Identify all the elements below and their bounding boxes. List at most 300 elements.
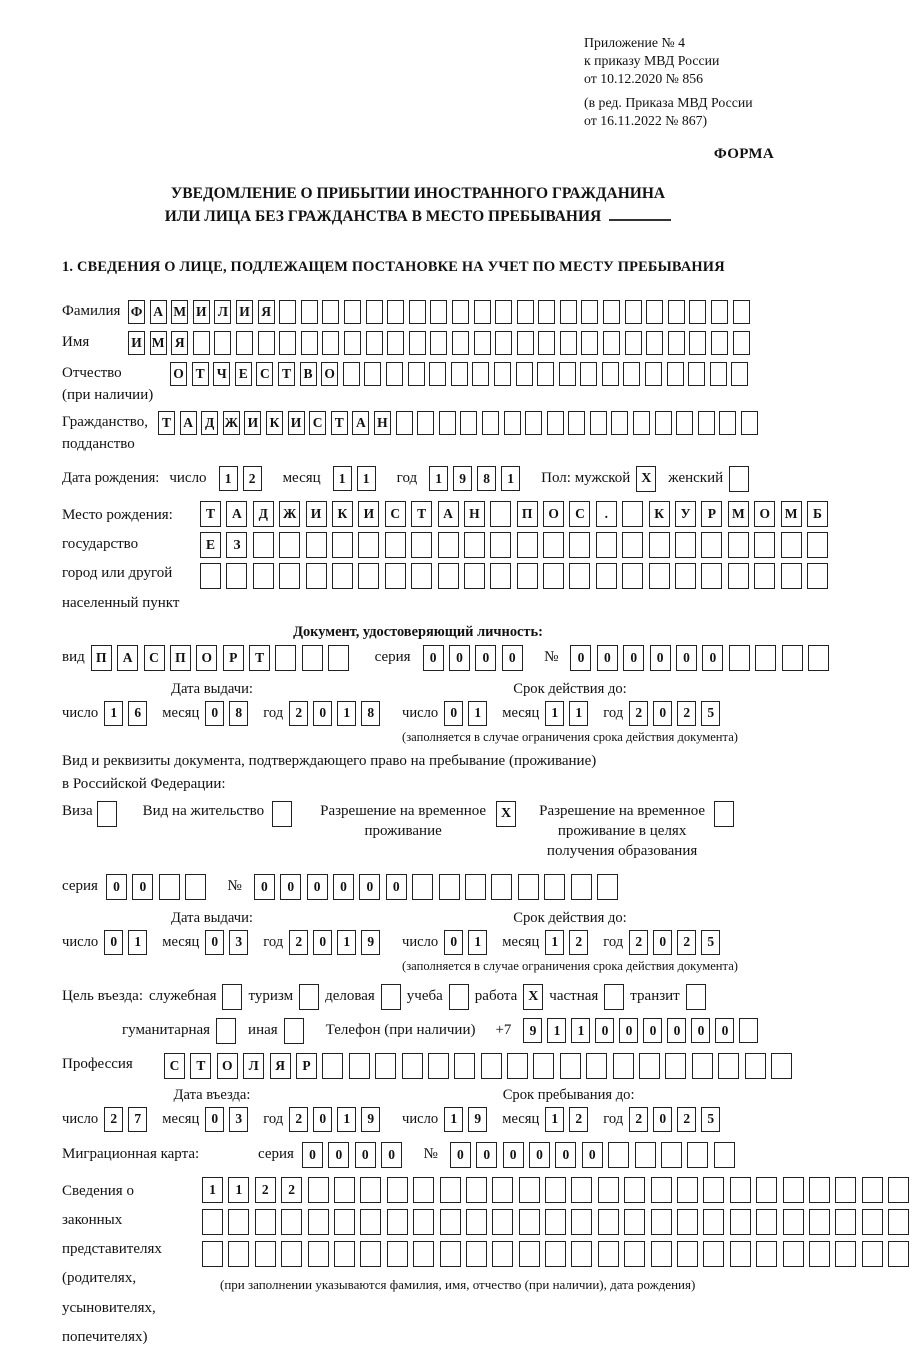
char-cell[interactable] (519, 1177, 540, 1203)
char-cell[interactable] (571, 874, 592, 900)
char-cell[interactable] (308, 1241, 329, 1267)
char-cell[interactable]: Ч (213, 362, 230, 386)
char-cell[interactable] (159, 874, 180, 900)
char-cell[interactable]: С (569, 501, 590, 527)
char-cell[interactable] (495, 300, 512, 324)
char-cell[interactable]: 2 (289, 930, 308, 955)
char-cell[interactable] (613, 1053, 634, 1079)
char-cell[interactable] (689, 331, 706, 355)
purpose-study-checkbox[interactable] (449, 984, 469, 1010)
char-cell[interactable]: З (226, 532, 247, 558)
char-cell[interactable]: Е (235, 362, 252, 386)
char-cell[interactable] (598, 1177, 619, 1203)
purpose-transit-checkbox[interactable] (686, 984, 706, 1010)
char-cell[interactable] (366, 331, 383, 355)
residence-number-cells[interactable] (254, 874, 623, 900)
char-cell[interactable]: Р (701, 501, 722, 527)
residence-permit-checkbox[interactable] (272, 801, 292, 827)
char-cell[interactable] (332, 532, 353, 558)
char-cell[interactable]: Ф (128, 300, 145, 324)
char-cell[interactable] (808, 645, 829, 671)
char-cell[interactable] (625, 331, 642, 355)
char-cell[interactable] (364, 362, 381, 386)
char-cell[interactable]: Я (258, 300, 275, 324)
char-cell[interactable] (728, 532, 749, 558)
char-cell[interactable] (516, 362, 533, 386)
char-cell[interactable]: 1 (545, 701, 564, 726)
char-cell[interactable]: 9 (523, 1018, 542, 1043)
char-cell[interactable]: 2 (677, 930, 696, 955)
char-cell[interactable]: Я (171, 331, 188, 355)
char-cell[interactable]: 1 (545, 930, 564, 955)
char-cell[interactable] (200, 563, 221, 589)
doc-series-cells[interactable] (423, 645, 529, 671)
char-cell[interactable]: 0 (313, 930, 332, 955)
char-cell[interactable] (646, 331, 663, 355)
char-cell[interactable] (668, 300, 685, 324)
char-cell[interactable] (730, 1209, 751, 1235)
char-cell[interactable] (602, 362, 619, 386)
char-cell[interactable] (279, 532, 300, 558)
char-cell[interactable] (719, 411, 736, 435)
char-cell[interactable]: 1 (337, 701, 356, 726)
char-cell[interactable]: А (150, 300, 167, 324)
char-cell[interactable] (439, 874, 460, 900)
char-cell[interactable]: С (385, 501, 406, 527)
char-cell[interactable] (730, 1177, 751, 1203)
char-cell[interactable] (519, 1209, 540, 1235)
profession-cells[interactable] (164, 1053, 797, 1079)
purpose-tourism-checkbox[interactable] (299, 984, 319, 1010)
char-cell[interactable]: 0 (702, 645, 723, 671)
char-cell[interactable]: А (226, 501, 247, 527)
char-cell[interactable] (560, 1053, 581, 1079)
char-cell[interactable] (781, 563, 802, 589)
char-cell[interactable]: Т (158, 411, 175, 435)
char-cell[interactable] (687, 1142, 708, 1168)
char-cell[interactable]: Ж (279, 501, 300, 527)
char-cell[interactable] (492, 1241, 513, 1267)
char-cell[interactable] (655, 411, 672, 435)
char-cell[interactable] (661, 1142, 682, 1168)
char-cell[interactable] (668, 331, 685, 355)
char-cell[interactable] (438, 563, 459, 589)
char-cell[interactable] (598, 1241, 619, 1267)
char-cell[interactable]: 0 (254, 874, 275, 900)
char-cell[interactable]: 0 (475, 645, 496, 671)
char-cell[interactable] (544, 874, 565, 900)
char-cell[interactable] (409, 331, 426, 355)
char-cell[interactable]: Б (807, 501, 828, 527)
char-cell[interactable]: 0 (595, 1018, 614, 1043)
char-cell[interactable]: 2 (569, 930, 588, 955)
char-cell[interactable] (504, 411, 521, 435)
char-cell[interactable] (408, 362, 425, 386)
char-cell[interactable] (611, 411, 628, 435)
char-cell[interactable] (387, 1209, 408, 1235)
char-cell[interactable]: 0 (444, 930, 463, 955)
char-cell[interactable]: Я (270, 1053, 291, 1079)
char-cell[interactable]: 0 (355, 1142, 376, 1168)
char-cell[interactable] (413, 1241, 434, 1267)
char-cell[interactable] (783, 1209, 804, 1235)
char-cell[interactable] (322, 300, 339, 324)
char-cell[interactable] (571, 1177, 592, 1203)
temp-residence-checkbox[interactable]: X (496, 801, 516, 827)
char-cell[interactable] (344, 300, 361, 324)
char-cell[interactable]: О (217, 1053, 238, 1079)
char-cell[interactable]: К (649, 501, 670, 527)
char-cell[interactable] (533, 1053, 554, 1079)
char-cell[interactable] (360, 1209, 381, 1235)
char-cell[interactable]: А (180, 411, 197, 435)
char-cell[interactable] (756, 1241, 777, 1267)
char-cell[interactable] (387, 1177, 408, 1203)
char-cell[interactable]: 0 (715, 1018, 734, 1043)
char-cell[interactable]: П (517, 501, 538, 527)
char-cell[interactable] (385, 532, 406, 558)
char-cell[interactable] (202, 1241, 223, 1267)
char-cell[interactable]: О (321, 362, 338, 386)
char-cell[interactable]: И (306, 501, 327, 527)
char-cell[interactable] (835, 1209, 856, 1235)
char-cell[interactable] (308, 1209, 329, 1235)
char-cell[interactable]: 1 (545, 1107, 564, 1132)
char-cell[interactable]: 2 (629, 930, 648, 955)
char-cell[interactable] (472, 362, 489, 386)
char-cell[interactable]: 0 (449, 645, 470, 671)
char-cell[interactable] (495, 331, 512, 355)
char-cell[interactable]: 0 (359, 874, 380, 900)
char-cell[interactable]: 0 (476, 1142, 497, 1168)
char-cell[interactable]: 0 (386, 874, 407, 900)
char-cell[interactable] (438, 532, 459, 558)
char-cell[interactable] (465, 874, 486, 900)
char-cell[interactable] (507, 1053, 528, 1079)
residence-issue-month[interactable] (205, 930, 253, 955)
char-cell[interactable] (598, 1209, 619, 1235)
char-cell[interactable]: М (150, 331, 167, 355)
doc-number-cells[interactable] (570, 645, 834, 671)
char-cell[interactable]: 3 (229, 930, 248, 955)
entry-year[interactable] (289, 1107, 385, 1132)
char-cell[interactable] (440, 1209, 461, 1235)
char-cell[interactable] (429, 362, 446, 386)
migration-series-cells[interactable] (302, 1142, 408, 1168)
char-cell[interactable]: 2 (104, 1107, 123, 1132)
char-cell[interactable]: Р (296, 1053, 317, 1079)
char-cell[interactable]: 0 (444, 701, 463, 726)
char-cell[interactable] (474, 300, 491, 324)
char-cell[interactable] (862, 1177, 883, 1203)
char-cell[interactable]: . (596, 501, 617, 527)
char-cell[interactable]: С (164, 1053, 185, 1079)
char-cell[interactable] (279, 331, 296, 355)
char-cell[interactable] (460, 411, 477, 435)
char-cell[interactable] (452, 331, 469, 355)
char-cell[interactable] (491, 874, 512, 900)
char-cell[interactable] (754, 563, 775, 589)
char-cell[interactable] (193, 331, 210, 355)
char-cell[interactable] (807, 532, 828, 558)
char-cell[interactable]: 0 (302, 1142, 323, 1168)
char-cell[interactable] (492, 1209, 513, 1235)
char-cell[interactable]: 0 (503, 1142, 524, 1168)
char-cell[interactable] (676, 411, 693, 435)
char-cell[interactable]: Т (190, 1053, 211, 1079)
char-cell[interactable]: 8 (477, 466, 496, 491)
char-cell[interactable]: 9 (468, 1107, 487, 1132)
char-cell[interactable] (279, 300, 296, 324)
char-cell[interactable]: 1 (104, 701, 123, 726)
char-cell[interactable]: 8 (229, 701, 248, 726)
char-cell[interactable] (543, 563, 564, 589)
char-cell[interactable] (731, 362, 748, 386)
char-cell[interactable] (718, 1053, 739, 1079)
char-cell[interactable]: 1 (547, 1018, 566, 1043)
char-cell[interactable] (581, 331, 598, 355)
char-cell[interactable] (771, 1053, 792, 1079)
char-cell[interactable] (538, 300, 555, 324)
char-cell[interactable] (322, 1053, 343, 1079)
char-cell[interactable]: 0 (676, 645, 697, 671)
char-cell[interactable] (226, 563, 247, 589)
char-cell[interactable] (710, 362, 727, 386)
char-cell[interactable] (622, 501, 643, 527)
char-cell[interactable] (560, 331, 577, 355)
doc-valid-month[interactable] (545, 701, 593, 726)
char-cell[interactable] (466, 1177, 487, 1203)
char-cell[interactable]: И (288, 411, 305, 435)
char-cell[interactable] (413, 1209, 434, 1235)
char-cell[interactable] (306, 563, 327, 589)
entry-month[interactable] (205, 1107, 253, 1132)
char-cell[interactable] (625, 300, 642, 324)
char-cell[interactable]: Н (464, 501, 485, 527)
char-cell[interactable]: И (193, 300, 210, 324)
char-cell[interactable] (809, 1241, 830, 1267)
doc-valid-day[interactable] (444, 701, 492, 726)
citizenship-cells[interactable] (158, 411, 763, 435)
char-cell[interactable] (622, 532, 643, 558)
char-cell[interactable] (358, 563, 379, 589)
char-cell[interactable] (622, 563, 643, 589)
residence-valid-year[interactable] (629, 930, 725, 955)
char-cell[interactable] (360, 1177, 381, 1203)
char-cell[interactable] (214, 331, 231, 355)
birth-place-row3[interactable] (200, 563, 833, 589)
char-cell[interactable] (651, 1241, 672, 1267)
char-cell[interactable]: К (266, 411, 283, 435)
char-cell[interactable] (728, 563, 749, 589)
char-cell[interactable] (862, 1241, 883, 1267)
char-cell[interactable] (559, 362, 576, 386)
char-cell[interactable]: Т (249, 645, 270, 671)
char-cell[interactable]: П (91, 645, 112, 671)
residence-valid-month[interactable] (545, 930, 593, 955)
representatives-row3[interactable] (202, 1241, 915, 1267)
char-cell[interactable]: 0 (106, 874, 127, 900)
char-cell[interactable] (645, 362, 662, 386)
char-cell[interactable]: 2 (243, 466, 262, 491)
char-cell[interactable]: Л (214, 300, 231, 324)
char-cell[interactable]: 0 (328, 1142, 349, 1168)
char-cell[interactable] (253, 563, 274, 589)
char-cell[interactable] (703, 1241, 724, 1267)
char-cell[interactable] (783, 1177, 804, 1203)
char-cell[interactable]: 0 (555, 1142, 576, 1168)
char-cell[interactable] (279, 563, 300, 589)
char-cell[interactable]: Д (201, 411, 218, 435)
char-cell[interactable] (624, 1177, 645, 1203)
char-cell[interactable]: А (438, 501, 459, 527)
stay-month[interactable] (545, 1107, 593, 1132)
purpose-other-checkbox[interactable] (284, 1018, 304, 1044)
birth-day-cells[interactable] (219, 466, 267, 491)
char-cell[interactable]: А (117, 645, 138, 671)
char-cell[interactable] (888, 1177, 909, 1203)
char-cell[interactable] (711, 300, 728, 324)
char-cell[interactable] (623, 362, 640, 386)
sex-female-checkbox[interactable] (729, 466, 749, 492)
char-cell[interactable] (409, 300, 426, 324)
char-cell[interactable] (677, 1241, 698, 1267)
char-cell[interactable]: 5 (701, 701, 720, 726)
char-cell[interactable] (633, 411, 650, 435)
char-cell[interactable] (411, 563, 432, 589)
char-cell[interactable] (440, 1177, 461, 1203)
patronymic-cells[interactable] (170, 362, 753, 386)
char-cell[interactable]: Н (374, 411, 391, 435)
char-cell[interactable] (651, 1209, 672, 1235)
doc-issue-month[interactable] (205, 701, 253, 726)
char-cell[interactable]: 3 (229, 1107, 248, 1132)
birth-place-row2[interactable] (200, 532, 833, 558)
char-cell[interactable] (308, 1177, 329, 1203)
char-cell[interactable] (586, 1053, 607, 1079)
char-cell[interactable] (543, 532, 564, 558)
char-cell[interactable]: Р (223, 645, 244, 671)
char-cell[interactable]: 2 (289, 701, 308, 726)
char-cell[interactable]: 0 (313, 1107, 332, 1132)
char-cell[interactable]: 1 (569, 701, 588, 726)
char-cell[interactable] (255, 1241, 276, 1267)
char-cell[interactable] (482, 411, 499, 435)
char-cell[interactable]: М (781, 501, 802, 527)
char-cell[interactable]: П (170, 645, 191, 671)
stay-year[interactable] (629, 1107, 725, 1132)
char-cell[interactable] (375, 1053, 396, 1079)
char-cell[interactable]: М (171, 300, 188, 324)
birth-year-cells[interactable] (429, 466, 525, 491)
residence-series-cells[interactable] (106, 874, 212, 900)
char-cell[interactable] (581, 300, 598, 324)
char-cell[interactable] (809, 1177, 830, 1203)
char-cell[interactable]: 0 (280, 874, 301, 900)
char-cell[interactable] (651, 1177, 672, 1203)
char-cell[interactable] (624, 1209, 645, 1235)
surname-cells[interactable] (128, 300, 754, 324)
char-cell[interactable] (571, 1241, 592, 1267)
char-cell[interactable]: 1 (333, 466, 352, 491)
char-cell[interactable] (689, 300, 706, 324)
char-cell[interactable] (281, 1209, 302, 1235)
char-cell[interactable]: 2 (569, 1107, 588, 1132)
char-cell[interactable] (517, 532, 538, 558)
char-cell[interactable] (490, 563, 511, 589)
char-cell[interactable] (597, 874, 618, 900)
char-cell[interactable] (714, 1142, 735, 1168)
char-cell[interactable]: 0 (333, 874, 354, 900)
char-cell[interactable]: 2 (677, 1107, 696, 1132)
char-cell[interactable] (517, 563, 538, 589)
representatives-row1[interactable] (202, 1177, 915, 1203)
char-cell[interactable]: О (543, 501, 564, 527)
char-cell[interactable] (466, 1209, 487, 1235)
char-cell[interactable]: И (236, 300, 253, 324)
char-cell[interactable] (783, 1241, 804, 1267)
char-cell[interactable] (334, 1241, 355, 1267)
char-cell[interactable] (688, 362, 705, 386)
char-cell[interactable] (322, 331, 339, 355)
char-cell[interactable] (569, 532, 590, 558)
char-cell[interactable] (253, 532, 274, 558)
char-cell[interactable] (519, 1241, 540, 1267)
char-cell[interactable] (328, 645, 349, 671)
char-cell[interactable] (517, 300, 534, 324)
entry-day[interactable] (104, 1107, 152, 1132)
char-cell[interactable] (703, 1209, 724, 1235)
char-cell[interactable] (386, 362, 403, 386)
char-cell[interactable] (332, 563, 353, 589)
char-cell[interactable] (741, 411, 758, 435)
char-cell[interactable] (228, 1209, 249, 1235)
char-cell[interactable] (635, 1142, 656, 1168)
char-cell[interactable] (590, 411, 607, 435)
char-cell[interactable] (665, 1053, 686, 1079)
char-cell[interactable]: 1 (501, 466, 520, 491)
char-cell[interactable] (568, 411, 585, 435)
char-cell[interactable]: 1 (444, 1107, 463, 1132)
char-cell[interactable]: 0 (691, 1018, 710, 1043)
char-cell[interactable] (387, 1241, 408, 1267)
char-cell[interactable] (306, 532, 327, 558)
char-cell[interactable]: И (358, 501, 379, 527)
char-cell[interactable] (412, 874, 433, 900)
char-cell[interactable] (809, 1209, 830, 1235)
char-cell[interactable]: 0 (653, 930, 672, 955)
char-cell[interactable]: 2 (281, 1177, 302, 1203)
doc-type-cells[interactable] (91, 645, 355, 671)
char-cell[interactable]: 0 (529, 1142, 550, 1168)
char-cell[interactable]: 9 (361, 930, 380, 955)
phone-cells[interactable] (523, 1018, 763, 1043)
residence-valid-day[interactable] (444, 930, 492, 955)
purpose-work-checkbox[interactable]: X (523, 984, 543, 1010)
char-cell[interactable]: 8 (361, 701, 380, 726)
char-cell[interactable]: 2 (629, 701, 648, 726)
char-cell[interactable] (888, 1241, 909, 1267)
char-cell[interactable] (703, 1177, 724, 1203)
char-cell[interactable]: 6 (128, 701, 147, 726)
temp-residence-edu-checkbox[interactable] (714, 801, 734, 827)
char-cell[interactable] (701, 532, 722, 558)
char-cell[interactable]: 9 (361, 1107, 380, 1132)
char-cell[interactable] (360, 1241, 381, 1267)
char-cell[interactable] (402, 1053, 423, 1079)
char-cell[interactable] (439, 411, 456, 435)
char-cell[interactable] (756, 1209, 777, 1235)
